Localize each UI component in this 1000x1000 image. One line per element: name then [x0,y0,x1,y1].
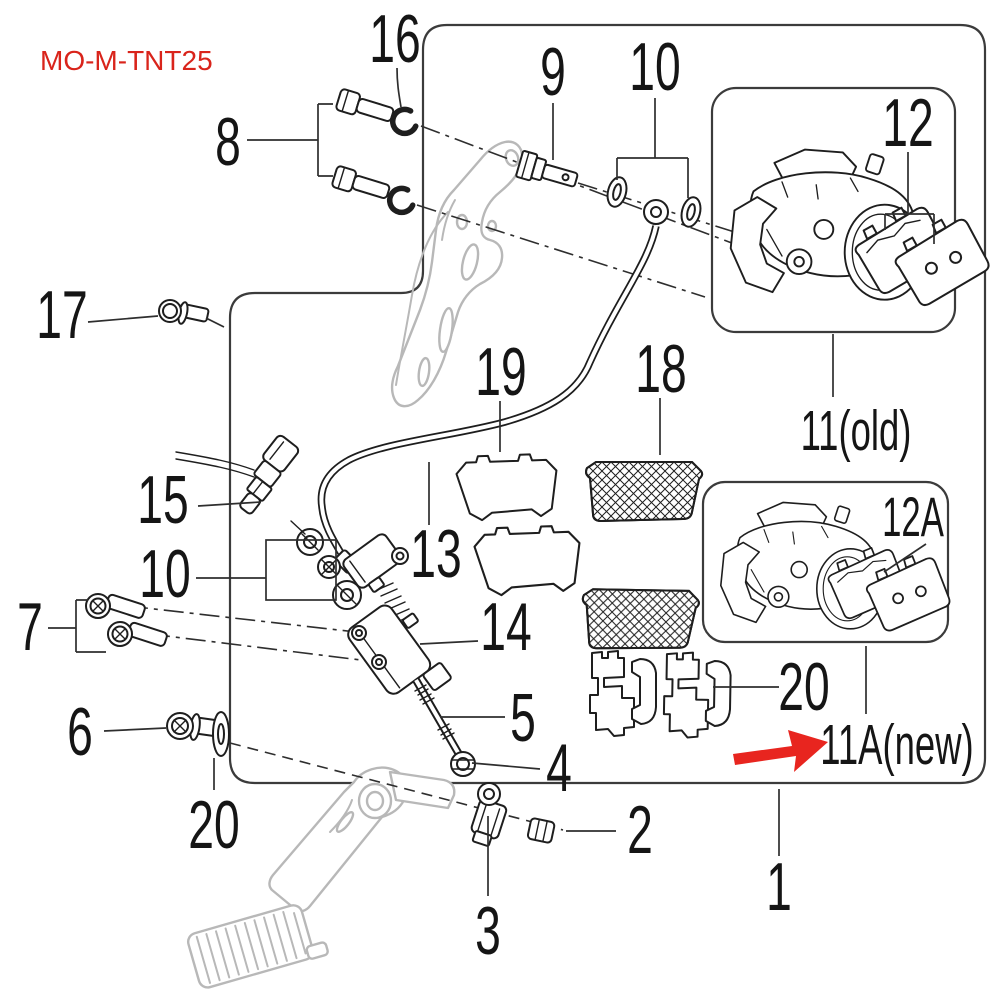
callout-11a-new: 11A(new) [820,713,974,778]
pedal-nut [527,818,555,844]
caliper-bolts [331,88,395,202]
flat-washer [213,712,229,756]
callout-12a: 12A [882,485,944,549]
callout-10-top: 10 [629,29,681,106]
callout-20-right: 20 [778,649,830,726]
pad-retainer-clips [590,651,731,738]
callout-5: 5 [510,680,536,757]
callout-6: 6 [67,694,93,771]
pad-shims [456,454,581,596]
callout-10-left: 10 [139,536,191,613]
callout-15: 15 [137,462,189,539]
callout-18: 18 [635,331,687,408]
callout-12: 12 [882,85,934,162]
callout-1: 1 [766,849,792,926]
push-rod [415,680,460,756]
callout-14: 14 [480,589,532,666]
pivot-bolt [167,713,217,740]
callout-3: 3 [475,893,501,970]
callout-20-left: 20 [188,787,240,864]
callout-13: 13 [410,516,462,593]
callout-11-old: 11(old) [800,399,912,464]
callout-7: 7 [17,589,43,666]
callout-2: 2 [627,792,653,869]
brand-code: MO-M-TNT25 [40,45,213,76]
sensor-bolt [159,300,209,325]
callout-16: 16 [369,1,421,78]
sensor [176,434,305,534]
friction-pads [582,462,702,650]
adjust-nut [451,752,475,776]
callout-4: 4 [546,730,572,807]
callout-17: 17 [36,277,88,354]
callout-8: 8 [215,104,241,181]
spring-washers [387,107,417,215]
banjo-bolt [516,151,580,193]
callout-19: 19 [475,334,527,411]
highlight-arrow-icon [733,730,828,772]
callout-9: 9 [540,34,566,111]
